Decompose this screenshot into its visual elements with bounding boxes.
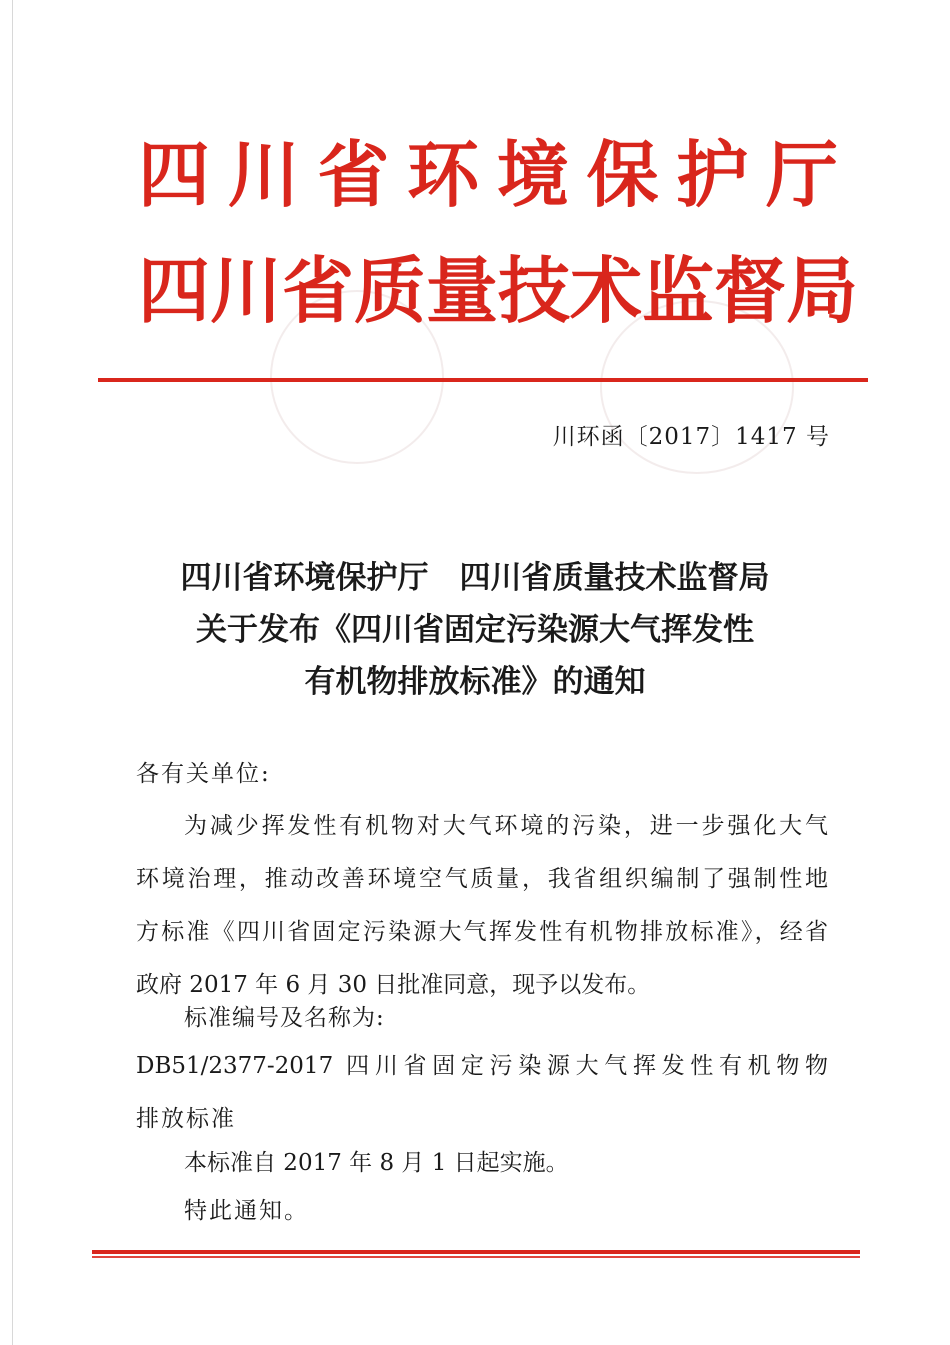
paragraph-1	[136, 810, 828, 1022]
paragraph-2: 标准编号及名称为:	[184, 1005, 385, 1031]
letterhead-org-2: 四川省质量技术监督局	[138, 249, 859, 333]
paragraph-5: 特此通知。	[184, 1198, 309, 1224]
document-title-line-3: 有机物排放标准》的通知	[304, 664, 646, 700]
document-title-line-2: 关于发布《四川省固定污染源大气挥发性	[196, 612, 754, 648]
footer-red-rule	[92, 1250, 860, 1254]
letterhead-org-1: 四川省环境保护厅	[138, 133, 838, 217]
standard-name-continued: 排放标准	[136, 1106, 236, 1132]
salutation: 各有关单位:	[136, 761, 271, 787]
document-title-line-1: 四川省环境保护厅 四川省质量技术监督局	[180, 560, 770, 596]
paragraph-1-line-1: 为减少挥发性有机物对大气环境的污染，进一步强化大气	[184, 813, 828, 839]
paragraph-1-line-3: 方标准《四川省固定污染源大气挥发性有机物排放标准》，经省	[136, 919, 828, 945]
paragraph-1-line-2: 环境治理，推动改善环境空气质量，我省组织编制了强制性地	[136, 866, 828, 892]
standard-code-and-name: DB51/2377-2017 四川省固定污染源大气挥发性有机物物	[136, 1053, 828, 1079]
document-number: 川环函〔2017〕1417 号	[552, 424, 830, 450]
footer-red-rule-thin	[92, 1256, 860, 1258]
paragraph-1-line-4: 政府 2017 年 6 月 30 日批准同意，现予以发布。	[136, 972, 651, 998]
page-left-edge	[12, 0, 13, 1345]
paragraph-4: 本标准自 2017 年 8 月 1 日起实施。	[184, 1150, 569, 1176]
paragraph-3	[136, 1050, 828, 1156]
letterhead-red-rule	[98, 378, 868, 382]
